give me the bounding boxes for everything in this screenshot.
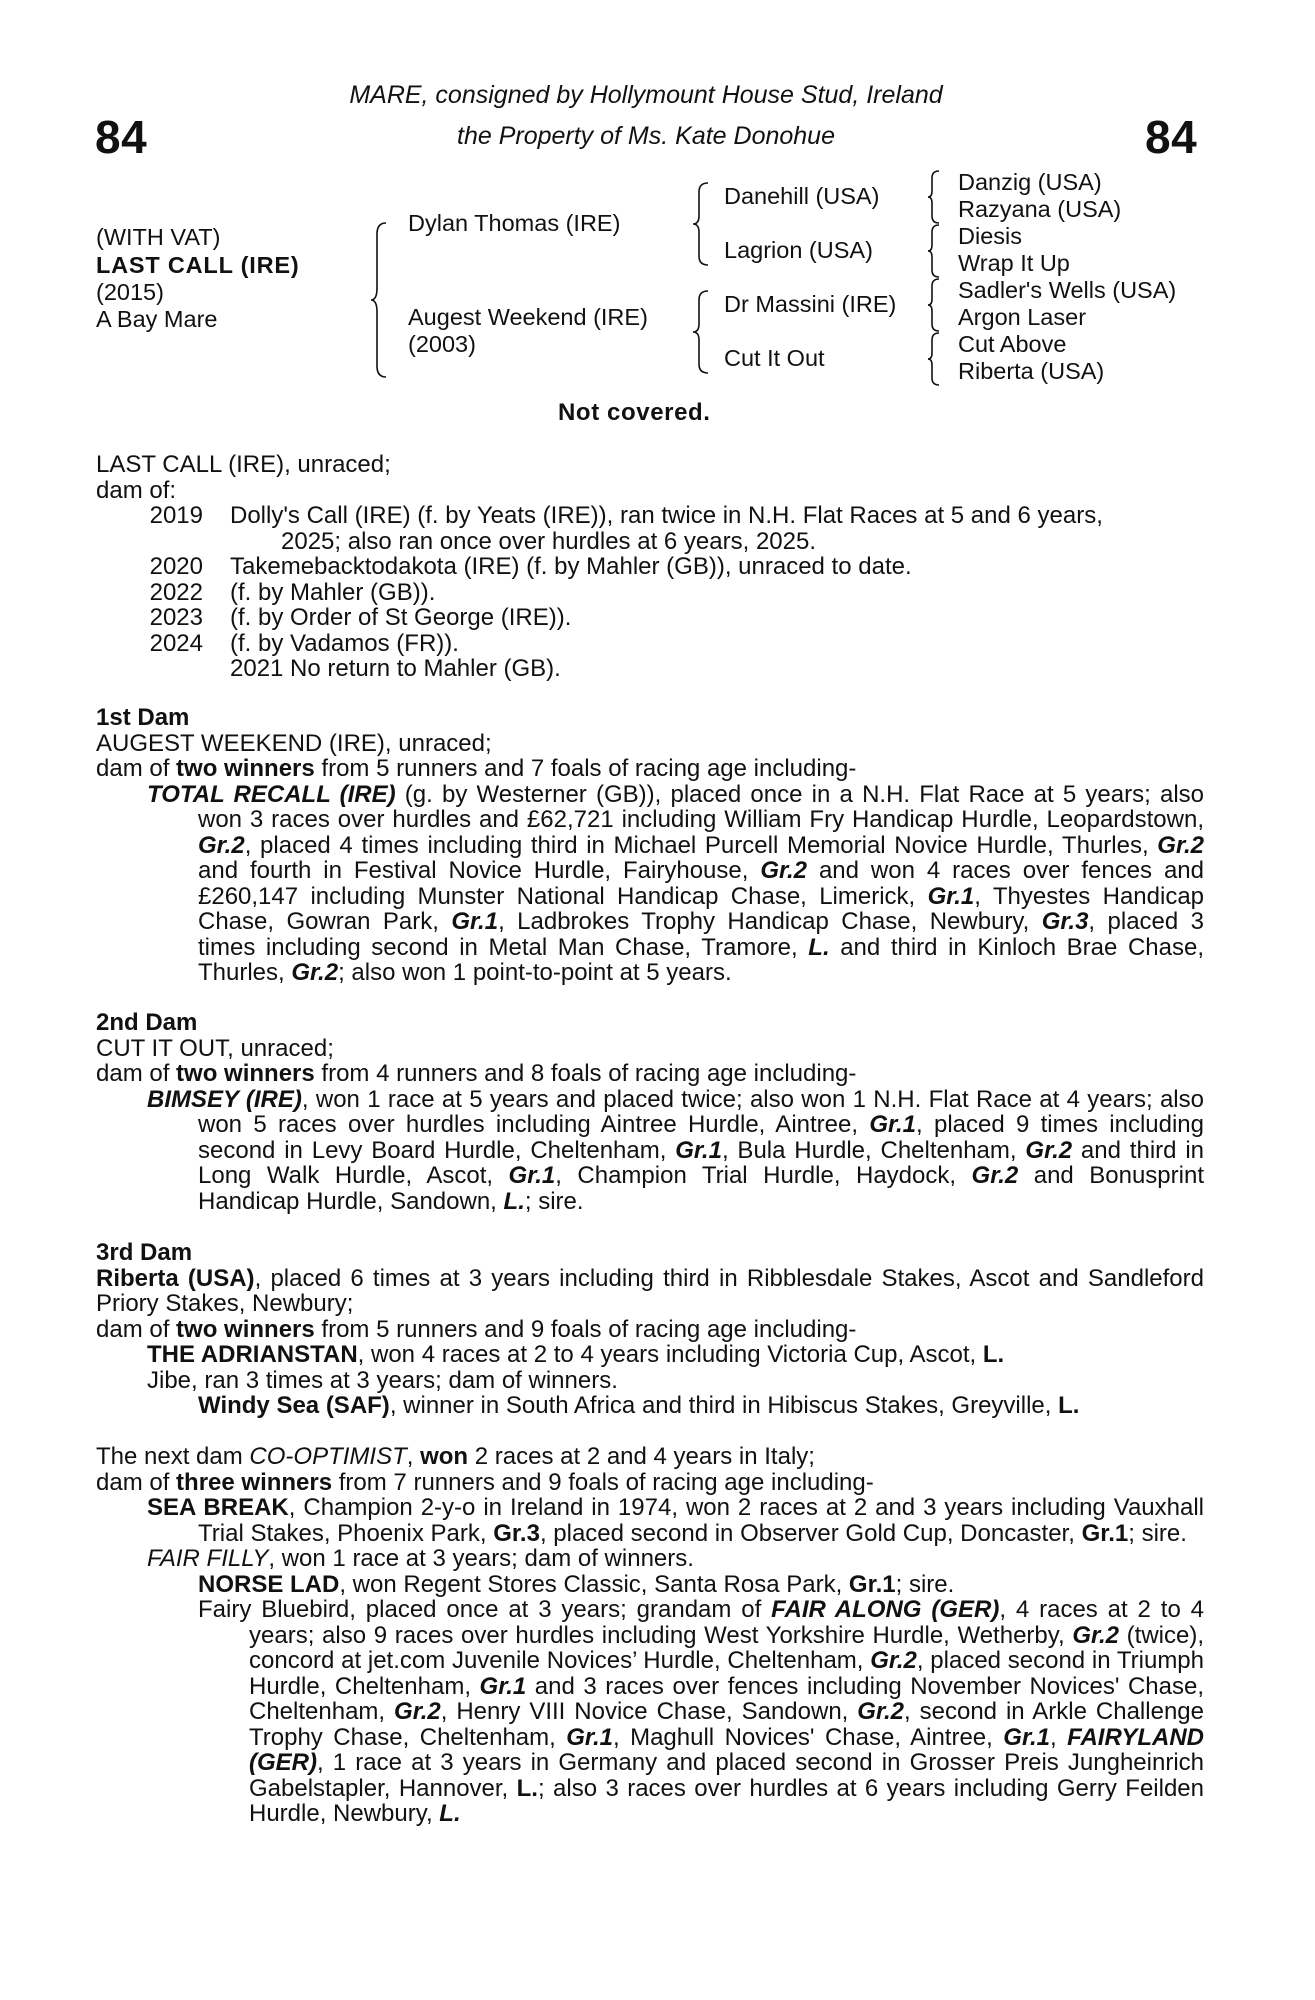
consignment-line: MARE, consigned by Hollymount House Stud, Ireland	[349, 81, 943, 109]
pedigree-gen3-7: Cut Above	[958, 331, 1067, 357]
progeny-name: TOTAL RECALL (IRE)	[147, 780, 396, 808]
progeny-entry: FAIR FILLY, won 1 race at 3 years; dam of winners.	[147, 1545, 694, 1572]
lot-number-left: 84	[95, 111, 148, 163]
pedigree-sire-dam: Lagrion (USA)	[724, 237, 873, 263]
produce-text: Takemebacktodakota (IRE) (f. by Mahler (GB)), unraced to date.	[230, 553, 912, 580]
pedigree-gen3-8: Riberta (USA)	[958, 358, 1105, 384]
pedigree-brace-g3	[927, 278, 943, 332]
dam-of-line: dam of two winners from 4 runners and 8 foals of racing age including-	[96, 1060, 857, 1087]
produce-row-continuation: 2025; also ran once over hurdles at 6 years, 2025.	[281, 527, 817, 555]
produce-row	[96, 631, 1204, 657]
section-title: 3rd Dam	[96, 1239, 193, 1266]
produce-row	[96, 503, 1204, 529]
pedigree-gen3-1: Danzig (USA)	[958, 169, 1102, 195]
horse-year: (2015)	[96, 279, 164, 305]
pedigree-sire-sire: Danehill (USA)	[724, 183, 880, 209]
covering-status: Not covered.	[558, 399, 711, 426]
produce-text: (f. by Order of St George (IRE)).	[230, 604, 572, 631]
produce-row	[96, 580, 1204, 606]
progeny-entry: BIMSEY (IRE), won 1 race at 5 years and placed twice; also won 1 N.H. Flat Race at 4 years; also won 5 races over hurdles including Aintree Hurdle, Aintree, Gr.1, placed 9 times including second in Levy Board Hurdle, Cheltenham, Gr.1, Bula Hurdle, Cheltenham, Gr.2 and third in Long Walk Hurdle, Ascot, Gr.1, Champion Trial Hurdle, Haydock, Gr.2 and Bonusprint Handicap Hurdle, Sandown, L.; sire.	[147, 1085, 1205, 1215]
dam-of-line: dam of two winners from 5 runners and 7 foals of racing age including-	[96, 755, 857, 782]
dam-line: Riberta (USA), placed 6 times at 3 years including third in Ribblesdale Stakes, Ascot and Sandleford Priory Stakes, Newbury;	[96, 1264, 1204, 1317]
progeny-entry: THE ADRIANSTAN, won 4 races at 2 to 4 years including Victoria Cup, Ascot, L.	[147, 1341, 1005, 1368]
progeny-name: BIMSEY (IRE)	[147, 1085, 302, 1113]
pedigree-dam: Augest Weekend (IRE)	[408, 304, 648, 330]
produce-year: 2022	[149, 578, 203, 606]
dam-line: The next dam CO-OPTIMIST, won 2 races at 2 and 4 years in Italy;	[96, 1443, 815, 1470]
pedigree-sire: Dylan Thomas (IRE)	[408, 210, 621, 236]
lot-number-right: 84	[1145, 111, 1198, 163]
produce-year: 2020	[149, 553, 203, 580]
produce-row	[96, 554, 1204, 580]
produce-year: 2019	[149, 502, 203, 529]
dam-line: AUGEST WEEKEND (IRE), unraced;	[96, 729, 492, 757]
pedigree-gen3-2: Razyana (USA)	[958, 196, 1122, 222]
dam-of-line: dam of two winners from 5 runners and 9 foals of racing age including-	[96, 1315, 857, 1343]
section-title: 1st Dam	[96, 704, 190, 731]
produce-dam-of: dam of:	[96, 476, 177, 504]
progeny-entry: SEA BREAK, Champion 2-y-o in Ireland in 1974, won 2 races at 2 and 3 years including Vauxhall Trial Stakes, Phoenix Park, Gr.3, placed second in Observer Gold Cup, Doncaster, Gr.1; sire.	[147, 1494, 1204, 1547]
pedigree-brace-dam	[692, 290, 712, 374]
section-title: 2nd Dam	[96, 1009, 198, 1036]
horse-name: LAST CALL (IRE)	[96, 252, 300, 278]
dam-line: CUT IT OUT, unraced;	[96, 1034, 334, 1062]
progeny-entry: Jibe, ran 3 times at 3 years; dam of winners.	[147, 1366, 618, 1394]
produce-year: 2024	[149, 629, 203, 657]
produce-text: (f. by Mahler (GB)).	[230, 578, 436, 606]
progeny-entry: Windy Sea (SAF), winner in South Africa and third in Hibiscus Stakes, Greyville, L.	[198, 1392, 1080, 1419]
pedigree-dam-year: (2003)	[408, 331, 476, 357]
first-dam-section	[96, 705, 1204, 986]
pedigree-brace-g2	[927, 224, 943, 278]
produce-section	[96, 452, 1204, 682]
produce-note: 2021 No return to Mahler (GB).	[230, 655, 561, 682]
produce-text: (f. by Vadamos (FR)).	[230, 629, 459, 657]
third-dam-section	[96, 1240, 1204, 1419]
pedigree-gen3-4: Wrap It Up	[958, 250, 1070, 276]
property-line: the Property of Ms. Kate Donohue	[457, 122, 835, 150]
horse-description: A Bay Mare	[96, 306, 218, 332]
pedigree-brace-main	[370, 222, 390, 378]
progeny-entry: Fairy Bluebird, placed once at 3 years; grandam of FAIR ALONG (GER), 4 races at 2 to 4 years; also 9 races over hurdles including West Yorkshire Hurdle, Wetherby, Gr.2 (twice), concord at jet.com Juvenile Novices’ Hurdle, Cheltenham, Gr.2, placed second in Triumph Hurdle, Cheltenham, Gr.1 and 3 races over fences including November Novices' Chase, Cheltenham, Gr.2, Henry VIII Novice Chase, Sandown, Gr.2, second in Arkle Challenge Trophy Chase, Cheltenham, Gr.1, Maghull Novices' Chase, Aintree, Gr.1, FAIRYLAND (GER), 1 race at 3 years in Germany and placed second in Grosser Preis Jungheinrich Gabelstapler, Hannover, L.; also 3 races over hurdles at 6 years including Gerry Feilden Hurdle, Newbury, L.	[198, 1596, 1205, 1827]
pedigree-gen3-6: Argon Laser	[958, 304, 1087, 330]
produce-year: 2023	[149, 604, 203, 631]
pedigree-dam-dam: Cut It Out	[724, 345, 825, 371]
produce-intro: LAST CALL (IRE), unraced;	[96, 451, 391, 478]
progeny-entry: TOTAL RECALL (IRE) (g. by Westerner (GB)), placed once in a N.H. Flat Race at 5 years; also won 3 races over hurdles and £62,721 including William Fry Handicap Hurdle, Leopardstown, Gr.2, placed 4 times including third in Michael Purcell Memorial Novice Hurdle, Thurles, Gr.2 and fourth in Festival Novice Hurdle, Fairyhouse, Gr.2 and won 4 races over fences and £260,147 including Munster National Handicap Chase, Limerick, Gr.1, Thyestes Handicap Chase, Gowran Park, Gr.1, Ladbrokes Trophy Handicap Chase, Newbury, Gr.3, placed 3 times including second in Metal Man Chase, Tramore, L. and third in Kinloch Brae Chase, Thurles, Gr.2; also won 1 point-to-point at 5 years.	[147, 780, 1205, 986]
pedigree-gen3-3: Diesis	[958, 223, 1022, 249]
next-dam-section	[96, 1444, 1204, 1827]
progeny-entry: NORSE LAD, won Regent Stores Classic, Santa Rosa Park, Gr.1; sire.	[198, 1570, 955, 1598]
dam-of-line: dam of three winners from 7 runners and 9 foals of racing age including-	[96, 1468, 874, 1496]
vat-label: (WITH VAT)	[96, 224, 221, 250]
second-dam-section	[96, 1010, 1204, 1214]
pedigree-dam-sire: Dr Massini (IRE)	[724, 291, 897, 317]
produce-text: Dolly's Call (IRE) (f. by Yeats (IRE)), ran twice in N.H. Flat Races at 5 and 6 years,	[230, 502, 1103, 529]
pedigree-gen3-5: Sadler's Wells (USA)	[958, 277, 1177, 303]
produce-row	[96, 605, 1204, 631]
pedigree-brace-sire	[692, 182, 712, 266]
pedigree-brace-g4	[927, 332, 943, 386]
pedigree-brace-g1	[927, 170, 943, 224]
